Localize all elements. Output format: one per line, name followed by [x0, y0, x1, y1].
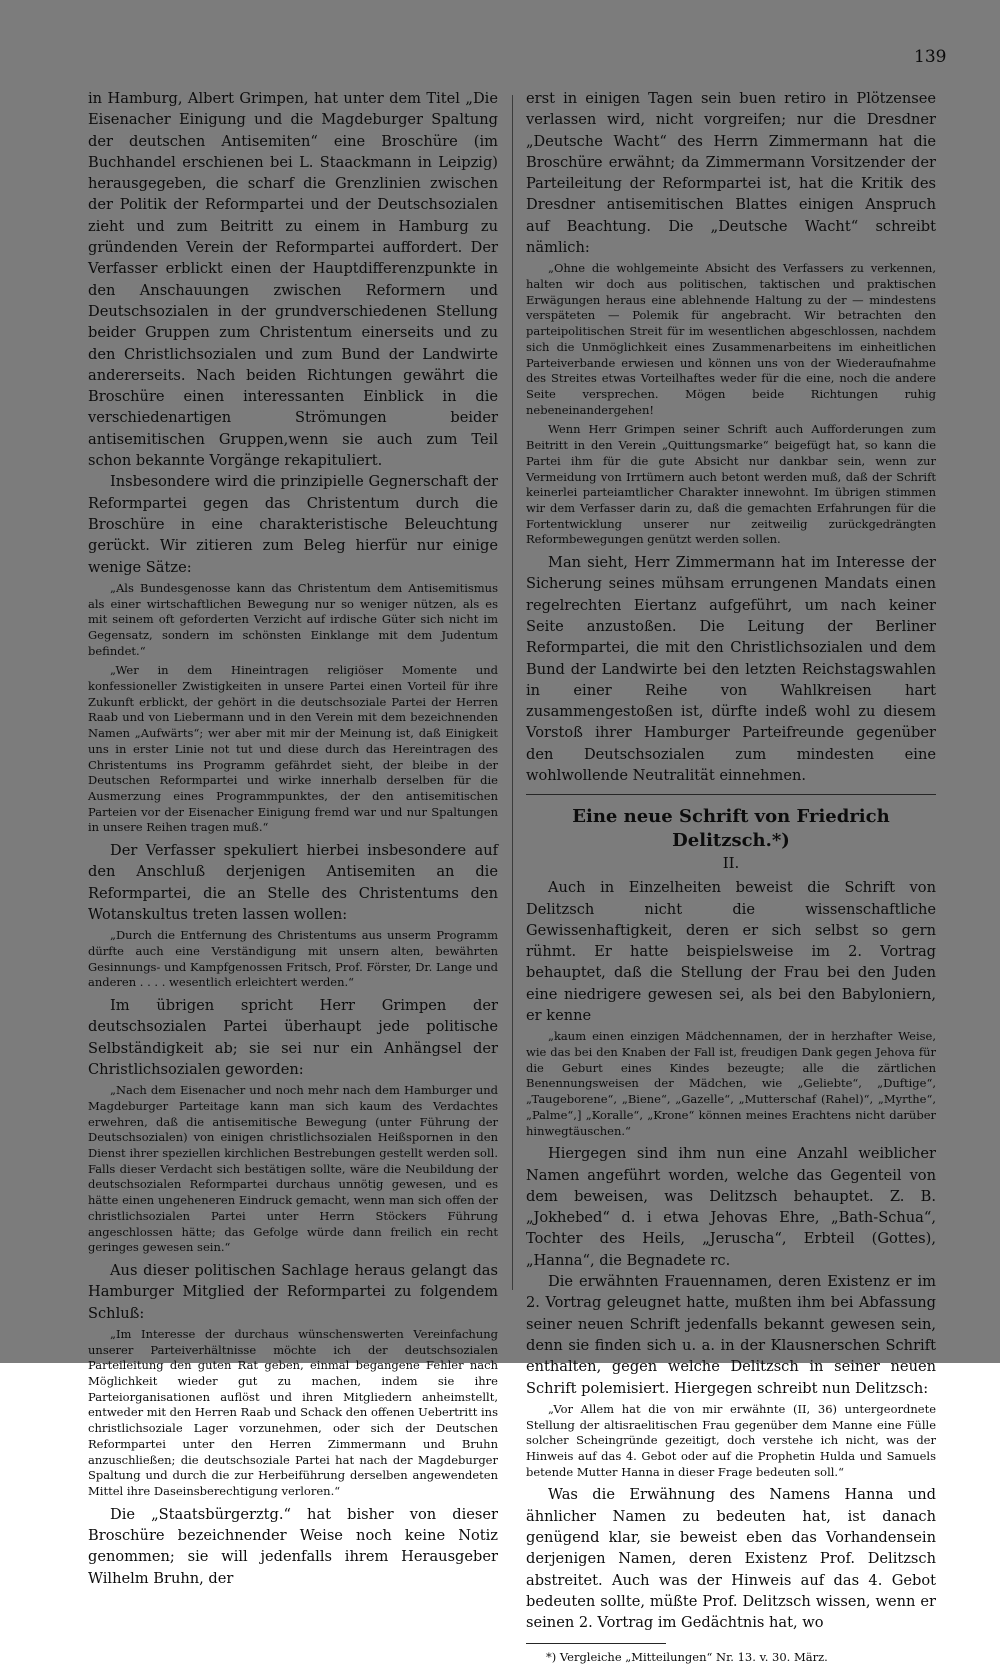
paragraph: Im übrigen spricht Herr Grimpen der deutschsozialen Partei überhaupt jede politische Selbständigkeit ab; sie sei nur ein Anhängsel der Christlichsozialen geworden:: [88, 997, 498, 1078]
paragraph: erst in einigen Tagen sein buen retiro in Plötzensee verlassen wird, nicht vorgreifen; nur die Dresdner „Deutsche Wacht“ des Herrn Zimmermann hat die Broschüre erwähnt; da Zimmermann Vorsitzender der Parteileitung der Reformpartei ist, hat die Kritik des Dresdner antisemitischen Blattes einigen Anspruch auf Beachtung. Die „Deutsche Wacht“ schreibt nämlich:: [526, 90, 936, 257]
quote-paragraph: „kaum einen einzigen Mädchennamen, der in herzhafter Weise, wie das bei den Knaben der Fall ist, freudigen Dank gegen Jehova für die Geburt eines Kindes bezeugte; alle die zärtlichen Benennungsweisen der Mädchen, wie „Geliebte“, „Duftige“, „Taugeborene“, „Biene“, „Gazelle“, „Mutterschaf (Rahel)“, „Myrthe“, „Palme“,] „Koralle“, „Krone“ können meines Erachtens nicht darüber hinwegtäuschen.“: [526, 1029, 936, 1138]
paragraph: Insbesondere wird die prinzipielle Gegnerschaft der Reformpartei gegen das Christentum durch die Broschüre in eine charakteristische Beleuchtung gerückt. Wir zitieren zum Beleg hierfür nur einige wenige Sätze:: [88, 473, 498, 576]
quote-paragraph: „Ohne die wohlgemeinte Absicht des Verfassers zu verkennen, halten wir doch aus politischen, taktischen und praktischen Erwägungen heraus eine ablehnende Haltung zu der — mindestens verspäteten — Polemik für angebracht. Wir betrachten den parteipolitischen Streit für im wesentlichen abgeschlossen, nachdem sich die Unmöglichkeit eines Zusammenarbeitens im einheitlichen Parteiverbande erwiesen und können uns von der Wiederaufnahme des Streites etwas Vorteilhaftes weder für die eine, noch die andere Seite versprechen. Mögen beide Richtungen ruhig nebeneinandergehen!: [526, 261, 936, 417]
paragraph: Auch in Einzelheiten beweist die Schrift von Delitzsch nicht die wissenschaftliche Gewissenhaftigkeit, deren er sich selbst so gern rühmt. Er hatte beispielsweise im 2. Vortrag behauptet, daß die Stellung der Frau bei den Juden eine niedrigere gewesen sei, als bei den Babyloniern, er kenne: [526, 879, 936, 1025]
paragraph: Man sieht, Herr Zimmermann hat im Interesse der Sicherung seines mühsam errungenen Mandats einen regelrechten Eiertanz aufgeführt, um nach keiner Seite anzustoßen. Die Leitung der Berliner Reformpartei, die mit den Christlichsozialen und dem Bund der Landwirte bei den letzten Reichstagswahlen in einer Reihe von Wahlkreisen hart zusammengestoßen ist, dürfte indeß wohl zu diesem Vorstoß ihrer Hamburger Parteifreunde gegenüber den Deutschsozialen zum mindesten eine wohlwollende Neutralität einnehmen.: [526, 554, 936, 784]
footnote-rule: [526, 1643, 666, 1644]
paragraph: Was die Erwähnung des Namens Hanna und ähnlicher Namen zu bedeuten hat, ist danach genügend klar, sie beweist eben das Vorhandensein derjenigen Namen, deren Existenz Prof. Delitzsch abstreitet. Auch was der Hinweis auf das 4. Gebot bedeuten sollte, müßte Prof. Delitzsch wissen, wenn er seinen 2. Vortrag im Gedächtnis hat, wo: [526, 1486, 936, 1632]
column-divider: [512, 95, 513, 1290]
quote-paragraph: „Im Interesse der durchaus wünschenswerten Vereinfachung unserer Parteiverhältnisse möchte ich der deutschsozialen Parteileitung den guten Rat geben, einmal begangene Fehler nach Möglichkeit wieder gut zu machen, indem sie ihre Parteiorganisationen auflöst und ihren Mitgliedern anheimstellt, entweder mit den Herren Raab und Schack den offenen Uebertritt ins christlichsoziale Lager vorzunehmen, oder sich der Deutschen Reformpartei unter den Herren Zimmermann und Bruhn anzuschließen; die deutschsoziale Partei hat nach der Magdeburger Spaltung und durch die zur Herbeiführung derselben angewendeten Mittel ihre Daseinsberechtigung verloren.“: [88, 1326, 498, 1498]
page-number: 139: [914, 47, 947, 67]
quote-paragraph: „Vor Allem hat die von mir erwähnte (II, 36) untergeordnete Stellung der altisraelitischen Frau gegenüber dem Manne eine Fülle solcher Scheingründe gezeitigt, doch verstehe ich nicht, was der Hinweis auf das 4. Gebot oder auf die Prophetin Hulda und Samuels betende Mutter Hanna in dieser Frage bedeuten soll.“: [526, 1401, 936, 1479]
right-column-section-text: [526, 877, 936, 1633]
quote-paragraph: Wenn Herr Grimpen seiner Schrift auch Aufforderungen zum Beitritt in den Verein „Quittungsmarke“ beigefügt hat, so kann die Partei ihm für die gute Absicht nur dankbar sein, wenn zur Vermeidung von Irrtümern auch betont werden muß, daß der Schrift keinerlei parteiamtlicher Charakter innewohnt. Im übrigen stimmen wir dem Verfasser darin zu, daß die gemachten Erfahrungen für die Fortentwicklung unserer nur zeitweilig zurückgedrängten Reformbewegungen genützt werden sollen.: [526, 422, 936, 547]
quote-paragraph: „Als Bundesgenosse kann das Christentum dem Antisemitismus als einer wirtschaftlichen Bewegung nur so weniger nützen, als es mit seinem oft geforderten Verzicht auf irdische Güter sich nicht im Gegensatz, sondern im schönsten Einklange mit dem Judentum befindet.“: [88, 580, 498, 658]
paragraph: Hiergegen sind ihm nun eine Anzahl weiblicher Namen angeführt worden, welche das Gegenteil von dem beweisen, was Delitzsch behauptet. Z. B. „Jokhebed“ d. i etwa Jehovas Ehre, „Bath-Schua“, Tochter des Heils, „Jeruscha“, Erbteil (Gottes), „Hanna“, die Begnadete rc.: [526, 1145, 936, 1269]
footnote: *) Vergleiche „Mitteilungen“ Nr. 13. v. 30. März.: [546, 1650, 828, 1665]
paragraph: Die erwähnten Frauennamen, deren Existenz er im 2. Vortrag geleugnet hatte, mußten ihm bei Abfassung seiner neuen Schrift jedenfalls bekannt gewesen sein, denn sie finden sich u. a. in der Klausnerschen Schrift enthalten, gegen welche Delitzsch in seiner neuen Schrift polemisiert. Hiergegen schreibt nun Delitzsch:: [526, 1273, 936, 1397]
right-column: [526, 88, 936, 1665]
right-column-top-text: [526, 88, 936, 786]
paragraph: Der Verfasser spekuliert hierbei insbesondere auf den Anschluß derjenigen Antisemiten an die Reformpartei, die an Stelle des Christentums den Wotanskultus treten lassen wollen:: [88, 842, 498, 923]
section-number: II.: [722, 854, 740, 873]
paragraph: Aus dieser politischen Sachlage heraus gelangt das Hamburger Mitglied der Reformpartei zu folgendem Schluß:: [88, 1262, 498, 1322]
section-heading: Eine neue Schrift von Friedrich Delitzsch.*): [572, 806, 890, 852]
quote-paragraph: „Durch die Entfernung des Christentums aus unserm Programm dürfte auch eine Verständigung mit unsern alten, bewährten Gesinnungs- und Kampfgenossen Fritsch, Prof. Förster, Dr. Lange und anderen . . . . wesentlich erleichtert werden.“: [88, 928, 498, 990]
quote-paragraph: „Nach dem Eisenacher und noch mehr nach dem Hamburger und Magdeburger Parteitage kann man sich kaum des Verdachtes erwehren, daß die antisemitische Bewegung (unter Führung der Deutschsozialen) von einigen christlichsozialen Heißspornen in den Dienst ihrer speziellen kirchlichen Bestrebungen gestellt werden soll. Falls dieser Verdacht sich bestätigen sollte, wäre die Neubildung der deutschsozialen Reformpartei durchaus unnötig gewesen, und es hätte einen ungeheneren Eindruck gemacht, wenn man sich offen der christlichsozialen Partei unter Herrn Stöckers Führung angeschlossen hätte; das Gefolge würde dann freilich ein recht geringes gewesen sein.“: [88, 1083, 498, 1255]
paragraph: in Hamburg, Albert Grimpen, hat unter dem Titel „Die Eisenacher Einigung und die Magdeburger Spaltung der deutschen Antisemiten“ eine Broschüre (im Buchhandel erschienen bei L. Staackmann in Leipzig) herausgegeben, die scharf die Grenzlinien zwischen der Politik der Reformpartei und der Deutschsozialen zieht und zum Beitritt zu einem in Hamburg zu gründenden Verein der Reformpartei auffordert. Der Verfasser erblickt einen der Hauptdifferenzpunkte in den Anschauungen zwischen Reformern und Deutschsozialen in der grundverschiedenen Stellung beider Gruppen zum Christentum einerseits und zu den Christlichsozialen und zum Bund der Landwirte andererseits. Nach beiden Richtungen gewährt die Broschüre einen interessanten Einblick in die verschiedenartigen Strömungen beider antisemitischen Gruppen,wenn sie auch zum Teil schon bekannte Vorgänge rekapituliert.: [88, 90, 498, 470]
left-column: [88, 88, 498, 1589]
quote-paragraph: „Wer in dem Hineintragen religiöser Momente und konfessioneller Zwistigkeiten in unsere Partei einen Vorteil für ihre Zukunft erblickt, der gehört in die deutschsoziale Partei der Herren Raab und von Liebermann und in den Verein mit dem bezeichnenden Namen „Aufwärts“; wer aber mit mir der Meinung ist, daß Einigkeit uns in erster Linie not tut und diese durch das Hereintragen des Christentums ins Programm gefährdet sieht, der bleibe in der Deutschen Reformpartei und wirke innerhalb derselben für die Ausmerzung eines Programmpunktes, der den antisemitischen Parteien vor der Eisenacher Einigung fremd war und nur Spaltungen in unsere Reihen tragen muß.“: [88, 663, 498, 835]
section-separator: [526, 794, 936, 795]
paragraph: Die „Staatsbürgerztg.“ hat bisher von dieser Broschüre bezeichnender Weise noch keine Notiz genommen; sie will jedenfalls ihrem Herausgeber Wilhelm Bruhn, der: [88, 1505, 498, 1587]
